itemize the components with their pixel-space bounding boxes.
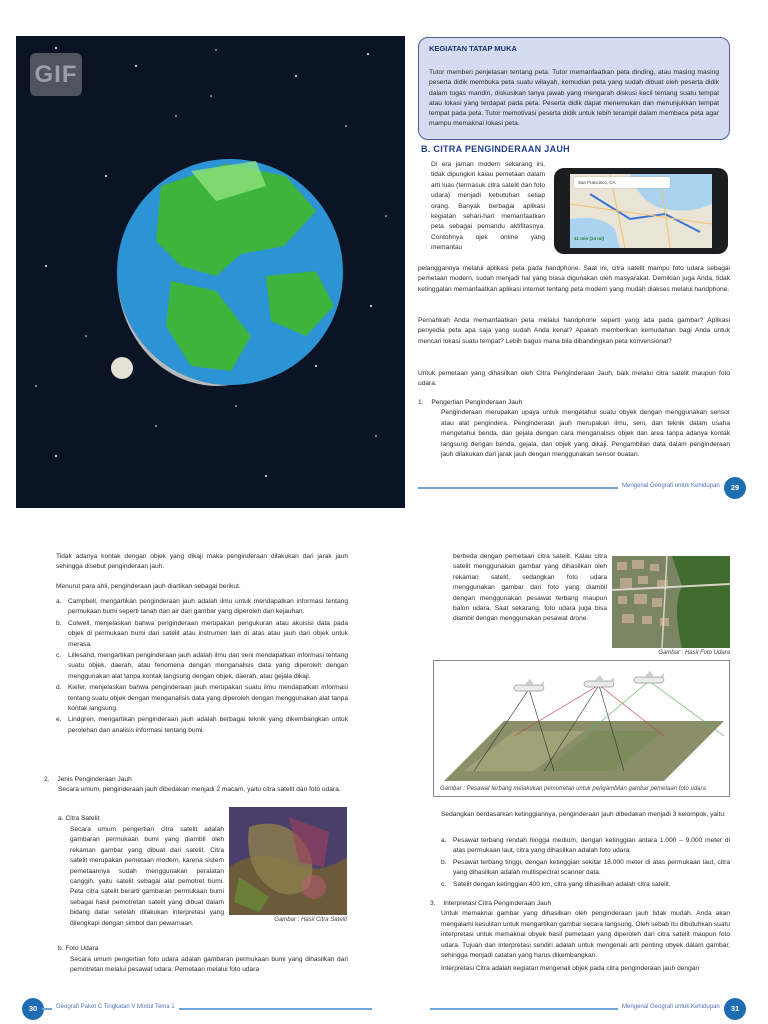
definition-item: b. Colwell, menjelaskan bahwa penginderaan merupakan pengukuran atau akuisisi data pada objek di permukaan bumi dari satelit atau instrumen lain di atas atau jauh dari objek untuk merasa. xyxy=(56,619,348,648)
item-3-more: Interpretasi Citra adalah kegiatan mengenali objek pada citra penginderaan jauh dengan xyxy=(441,965,700,973)
aerial-caption: Gambar : Hasil Foto Udara xyxy=(658,650,730,656)
item-3 xyxy=(430,899,730,975)
aerial-photo xyxy=(612,556,730,648)
satellite-svg xyxy=(229,807,347,915)
diagram-svg xyxy=(434,661,729,796)
satellite-caption: Gambar : Hasil Citra Satelit xyxy=(274,917,347,923)
item-1 xyxy=(418,398,730,460)
item-2-title: Jenis Penginderaan Jauh xyxy=(57,776,132,783)
definition-item: e. Lindgren, mengartikan penginderaan jauh adalah berbagai teknik yang dikembangkan untuk perolehan dan analisis informasi tentang bumi. xyxy=(56,716,348,734)
sub-b-title: b. Foto Udara xyxy=(58,945,99,952)
item-3-body: Untuk memaknai gambar yang dihasilkan oleh penginderaan jauh tidak mudah. Anda akan mengalami kesulitan untuk mengartikan gambar secara langsung. Oleh sebab itu dibutuhkan suatu interpretasi untuk memaknai obyek hasil pemetaan yang diperoleh dari citra satelit maupun foto udara. Tujuan dari interpretasi sendiri adalah untuk mengenali arti penting obyek dalam gambar, sehingga menjadi catatan yang harus dikembangkan. xyxy=(441,910,730,960)
heights-list xyxy=(441,836,730,890)
footer-text-29: Mengenal Geografi untuk Kehidupan xyxy=(618,483,724,489)
item-2-number: 2. xyxy=(44,776,50,783)
map-eta: 41 min (24 mi) xyxy=(574,236,605,241)
page-number-30: 30 xyxy=(22,998,44,1020)
definition-item: c. Lillesand, mengartikan penginderaan jauh adalah ilmu dan seni mendapatkan informasi tentang suatu objek, daerah, atau fenomena dengan menganalisis data yang diperoleh dengan menggunakan alat tanpa kontak langsung dengan objek, daerah, atau gejala dikaji. xyxy=(56,652,348,680)
item-1-body: Penginderaan merupakan upaya untuk mengetahui suatu obyek dengan menggunakan sensor atau alat pengindera. Penginderaan jauh merupakan ilmu, seni, dan teknik dalam usaha mengetahui benda, dan gejala dengan cara menganalisis objek dan area tanpa adanya kontak langsung dengan benda, gejala, dan objek yang dikaji. Pengambilan data dalam penginderaan jauh dilakukan dari jarak jauh dengan menggunakan sensor buatan. xyxy=(441,409,730,459)
diagram-caption: Gambar : Pesawat terbang melakukan pemotretan untuk pengambilan gambar pemetaan foto udara xyxy=(440,786,706,792)
right-p1: berbeda dengan pemetaan citra satelit. Kalau citra satelit menggunakan gambar yang dihasilkan oleh rekaman satelit, sedangkan foto udara menggunakan gambar dari foto yang diambil dengan menggunakan pesawat terbang maupun balon udara. Saat sekarang, foto udara juga bisa diambil dengan menggunakan pesawat drone. xyxy=(453,553,607,623)
footer-text-31: Mengenal Geografi untuk Kehidupan xyxy=(618,1004,724,1010)
activity-box xyxy=(418,37,730,140)
definition-item: d. Kiefer, menjelaskan bahwa penginderaan jauh merupakan suatu ilmu mendapatkan informasi tentang suatu objek dengan menganalisis data yang diperoleh dengan menggunakan alat tanpa kontak langsung. xyxy=(56,684,348,713)
phone-map-image xyxy=(554,168,728,254)
footer-text-30: Geografi Paket C Tingkatan V Modul Tema 1 xyxy=(52,1004,179,1010)
note-text: Untuk pemetaan yang dihasilkan oleh Citra Penginderaan Jauh, baik melalui citra satelit maupun foto udara. xyxy=(418,370,730,388)
item-2-body: Secara umum, penginderaan jauh dibedakan menjadi 2 macam, yaitu citra satelit dan foto udara. xyxy=(58,786,341,794)
phone-screen xyxy=(570,174,712,248)
activity-body: Tutor memberi penjelasan tentang peta. Tutor memanfaatkan peta dinding, atau masing masing peserta didik membuka peta suatu wilayah, kemudian peta yang sudah dibuat oleh peserta didik dalam tugas mandiri, diskusikan tanya jawab yang mengarah diskusi kecil tentang suatu tempat atau lokasi yang terdapat pada peta. Peserta didik dapat menemukan dan menunjukkan tempat tempat pada peta. Tutor memotivasi peserta didik untuk lebih terampil dalam membaca peta agar mampu memaknai lokasi peta. xyxy=(429,69,719,128)
question-text: Pernahkah Anda memanfaatkan peta melalui handphone seperti yang ada pada gambar? Aplikasi penyedia peta apa saja yang sudah Anda kenal? Apakah memberikan kemudahan bagi Anda untuk mencari lokasi suatu tempat? Lebih bagus mana bila dibandingkan peta konvensional? xyxy=(418,317,730,345)
sub-b-body: Secara umum pengertian foto udara adalah gambaran permukaan bumi yang dihasilkan dari pemotretan melalui pesawat udara. Pemetaan melalui foto udara xyxy=(70,956,348,974)
map-search-bar[interactable]: San Francisco, CA xyxy=(574,177,670,188)
item-3-number: 3. xyxy=(430,900,436,907)
left-p2: Menurut para ahli, penginderaan jauh diartikan sebagai berikut. xyxy=(56,583,241,590)
aerial-svg xyxy=(612,556,730,648)
left-p1: Tidak adanya kontak dengan objek yang dikaji maka penginderaan dilakukan dari jarak jauh sehingga disebut penginderaan jauh. xyxy=(56,553,348,571)
height-item: b. Pesawat terbang tinggi, dengan ketinggian sekitar 18.000 meter di atas permukaan laut, citra yang dihasilkan adalah multispectral scanner data. xyxy=(441,858,730,877)
definition-item: a. Campbell, mengartikan penginderaan jauh adalah ilmu untuk mendapatkan informasi tentang permukaan bumi seperti tanah dan air dari gambar yang diperoleh dari kejauhan. xyxy=(56,598,348,616)
airplane-icons xyxy=(514,671,664,691)
intro-text-wrapped: Di era jaman modern sekarang ini, tidak dipungkiri kalau pemetaan dalam arti luas (termasuk citra satelit dan foto udara) menjadi kebutuhan setiap orang. Banyak berbagai aplikasi kegiatan sehari-hari memanfaatkan peta sebagai pemandu aktifitasnya. Contohnya ojek online yang memantau xyxy=(431,161,545,252)
right-p2: Sedangkan berdasarkan ketinggiannya, penginderaan jauh dibedakan menjadi 3 kelompok, yaitu: xyxy=(441,811,726,818)
moon xyxy=(111,357,133,379)
satellite-image xyxy=(229,807,347,915)
earth-svg xyxy=(16,36,405,508)
section-b-title: B. CITRA PENGINDERAAN JAUH xyxy=(421,144,570,154)
item-2 xyxy=(44,775,348,796)
sub-a-title: a. Citra Satelit xyxy=(58,815,100,822)
aerial-survey-diagram xyxy=(433,660,730,797)
animated-earth-illustration xyxy=(16,36,405,508)
page-number-31: 31 xyxy=(724,998,746,1020)
item-1-number: 1. xyxy=(418,399,424,406)
height-item: c. Satelit dengan ketinggian 400 km, citra yang dihasilkan adalah citra satelit. xyxy=(441,880,671,888)
item-1-title: Pengertian Penginderaan Jauh xyxy=(431,399,523,406)
definitions-list xyxy=(56,597,348,736)
sub-a-body: Secara umum pengertian citra satelit adalah gambaran permukaan bumi yang diambil oleh rekaman gambar yang dibuat dari satelit. Citra satelit merupakan pemetaan modern, karena sistem pemetaannya sudah menggunakan peralatan canggih, yaitu satelit sebagai alat pemotret bumi. Peta citra satelit berarti gambaran permukaan bumi sebagai hasil pemotretan satelit yang dibuat dalam bidang datar setelah dilakukan interpretasi yang dilengkapi dengan simbol dan pewarnaan. xyxy=(70,826,224,927)
page-number-29: 29 xyxy=(724,477,746,499)
item-3-title: Interpretasi Citra Penginderaan Jauh xyxy=(443,900,552,907)
activity-heading: KEGIATAN TATAP MUKA xyxy=(429,44,517,53)
gif-badge: GIF xyxy=(30,53,82,96)
intro-text-full: pelanggannya melalui aplikasi peta pada handphone. Saat ini, citra satelit mampu foto udara sebagai pemetaan modern, sudah menjadi hal yang biasa digunakan oleh masyarakat. Demikian juga Anda, tidak ketinggalan memanfaatkan aplikasi internet tentang peta modern yang mudah diakses melalui handphone. xyxy=(418,265,730,293)
height-item: a. Pesawat terbang rendah hingga medium, dengan ketinggian antara 1.000 – 9.000 meter di atas permukaan laut, citra yang dihasilkan adalah foto udara. xyxy=(441,837,730,855)
